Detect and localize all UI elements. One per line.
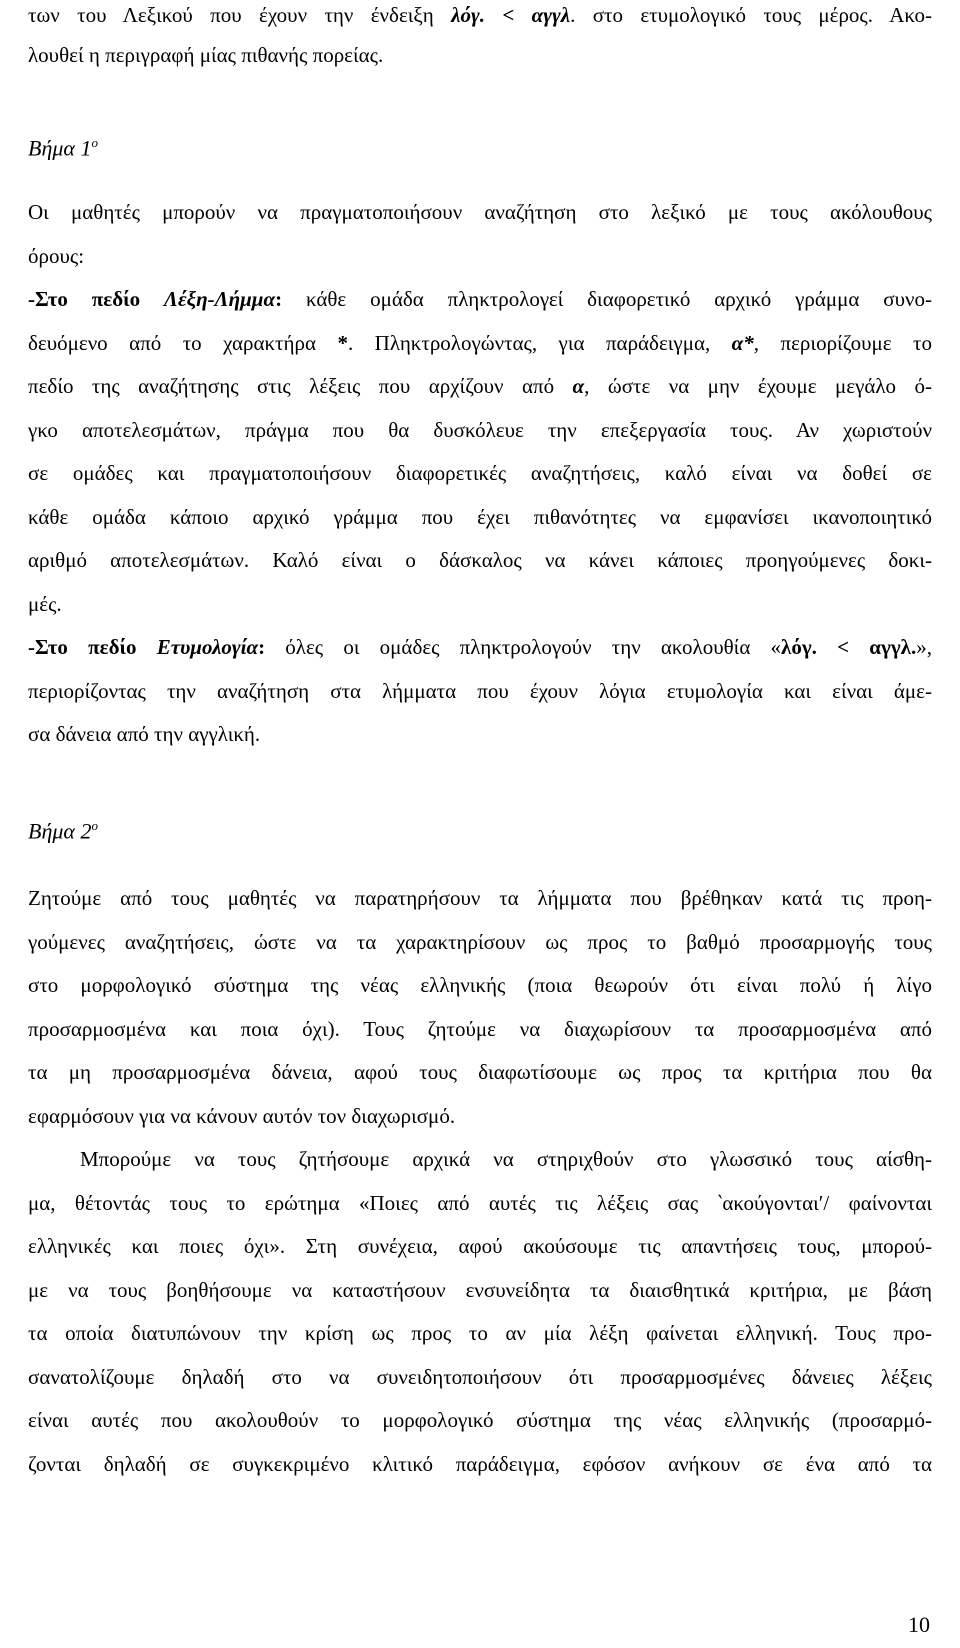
wildcard: * (337, 331, 348, 355)
step2-line: είναι αυτές που ακολουθούν το μορφολογικό σύστημα της νέας ελληνικής (προσαρμό- (28, 1408, 932, 1432)
step1-line: σε ομάδες και πραγματοποιήσουν διαφορετικές αναζητήσεις, καλό είναι να δοθεί σε (28, 461, 932, 485)
step1-line: όρους: (28, 244, 85, 268)
text: , ώστε να μην έχουμε μεγάλο ό- (584, 374, 932, 398)
step-label: Βήμα 1 (28, 135, 92, 161)
text: -Στο πεδίο (28, 635, 157, 659)
text: . στο ετυμολογικό τους μέρος. Ακο- (570, 3, 932, 27)
step1-line: περιορίζοντας την αναζήτηση στα λήμματα που έχουν λόγια ετυμολογία και είναι άμε- (28, 679, 932, 703)
step2-line: μα, θέτοντάς τους το ερώτημα «Ποιες από αυτές τις λέξεις σας ‵ακούγονται′/ φαίνονται (28, 1191, 932, 1215)
step1-line: μές. (28, 592, 62, 616)
step2-line: σανατολίζουμε δηλαδή στο να συνειδητοποιήσουν ότι προσαρμοσμένες δάνειες λέξεις (28, 1365, 932, 1389)
query-sequence: λόγ. < αγγλ. (781, 635, 917, 659)
step2-line: τα μη προσαρμοσμένα δάνεια, αφού τους διαφωτίσουμε ως προς τα κριτήρια που θα (28, 1060, 932, 1084)
step2-line: τα οποία διατυπώνουν την κρίση ως προς το αν μία λέξη φαίνεται ελληνική. Τους προ- (28, 1321, 932, 1345)
step2-line: με να τους βοηθήσουμε να καταστήσουν ενσυνείδητα τα διαισθητικά κριτήρια, με βάση (28, 1278, 932, 1302)
step1-line: αριθμό αποτελεσμάτων. Καλό είναι ο δάσκαλος να κάνει κάποιες προηγούμενες δοκι- (28, 548, 932, 572)
step2-line: εφαρμόσουν για να κάνουν αυτόν τον διαχωρισμό. (28, 1104, 456, 1128)
intro-line-1 (28, 2, 932, 28)
step1-heading (28, 130, 932, 161)
page-number: 10 (908, 1612, 930, 1637)
field-lemma-instruction (28, 286, 932, 312)
step1-line (28, 330, 932, 356)
text: -Στο πεδίο (28, 287, 165, 311)
step2-line-indented: Μπορούμε να τους ζητήσουμε αρχικά να στηριχθούν στο γλωσσικό τους αίσθη- (80, 1147, 932, 1171)
text: όλες οι ομάδες πληκτρολογούν την ακολουθία « (265, 635, 782, 659)
step2-line: προσαρμοσμένα και ποια όχι). Τους ζητούμε να διαχωρίσουν τα προσαρμοσμένα από (28, 1017, 932, 1041)
example-letter: α (572, 374, 585, 398)
example-query: α* (731, 331, 754, 355)
field-etymology-instruction (28, 634, 932, 660)
ordinal-suffix: ο (91, 135, 98, 150)
text: δευόμενο από το χαρακτήρα (28, 331, 338, 355)
text: : (275, 287, 283, 311)
field-name: Λέξη-Λήμμα (164, 287, 276, 311)
step2-line: στο μορφολογικό σύστημα της νέας ελληνικής (ποια θεωρούν ότι είναι πολύ ή λίγο (28, 973, 932, 997)
step-label: Βήμα 2 (28, 818, 92, 844)
text: πεδίο της αναζήτησης στις λέξεις που αρχίζουν από (28, 374, 573, 398)
step2-line: ζονται δηλαδή σε συγκεκριμένο κλιτικό παράδειγμα, εφόσον ανήκουν σε ένα από τα (28, 1452, 932, 1476)
step2-line: γούμενες αναζητήσεις, ώστε να τα χαρακτηρίσουν ως προς το βαθμό προσαρμογής τους (28, 930, 932, 954)
step1-line: σα δάνεια από την αγγλική. (28, 722, 261, 746)
step1-line (28, 373, 932, 399)
step2-line: Ζητούμε από τους μαθητές να παρατηρήσουν τα λήμματα που βρέθηκαν κατά τις προη- (28, 886, 932, 910)
step1-line: Οι μαθητές μπορούν να πραγματοποιήσουν αναζήτηση στο λεξικό με τους ακόλουθους (28, 200, 932, 224)
ordinal-suffix: ο (91, 818, 98, 833)
step2-heading (28, 813, 932, 844)
text: . Πληκτρολογώντας, για παράδειγμα, (347, 331, 732, 355)
etymology-tag: λόγ. < αγγλ (451, 3, 571, 27)
text: των του Λεξικού που έχουν την ένδειξη (28, 3, 452, 27)
step2-line: ελληνικές και ποιες όχι». Στη συνέχεια, αφού ακούσουμε τις απαντήσεις τους, μπορού- (28, 1234, 932, 1258)
intro-line-2: λουθεί η περιγραφή μίας πιθανής πορείας. (28, 43, 384, 67)
text: κάθε ομάδα πληκτρολογεί διαφορετικό αρχικό γράμμα συνο- (282, 287, 932, 311)
text: , περιορίζουμε το (753, 331, 932, 355)
step1-line: κάθε ομάδα κάποιο αρχικό γράμμα που έχει πιθανότητες να εμφανίσει ικανοποιητικό (28, 505, 932, 529)
field-name: Ετυμολογία (156, 635, 259, 659)
step1-line: γκο αποτελεσμάτων, πράγμα που θα δυσκόλευε την επεξεργασία τους. Αν χωριστούν (28, 418, 932, 442)
text: », (916, 635, 932, 659)
text: : (258, 635, 266, 659)
